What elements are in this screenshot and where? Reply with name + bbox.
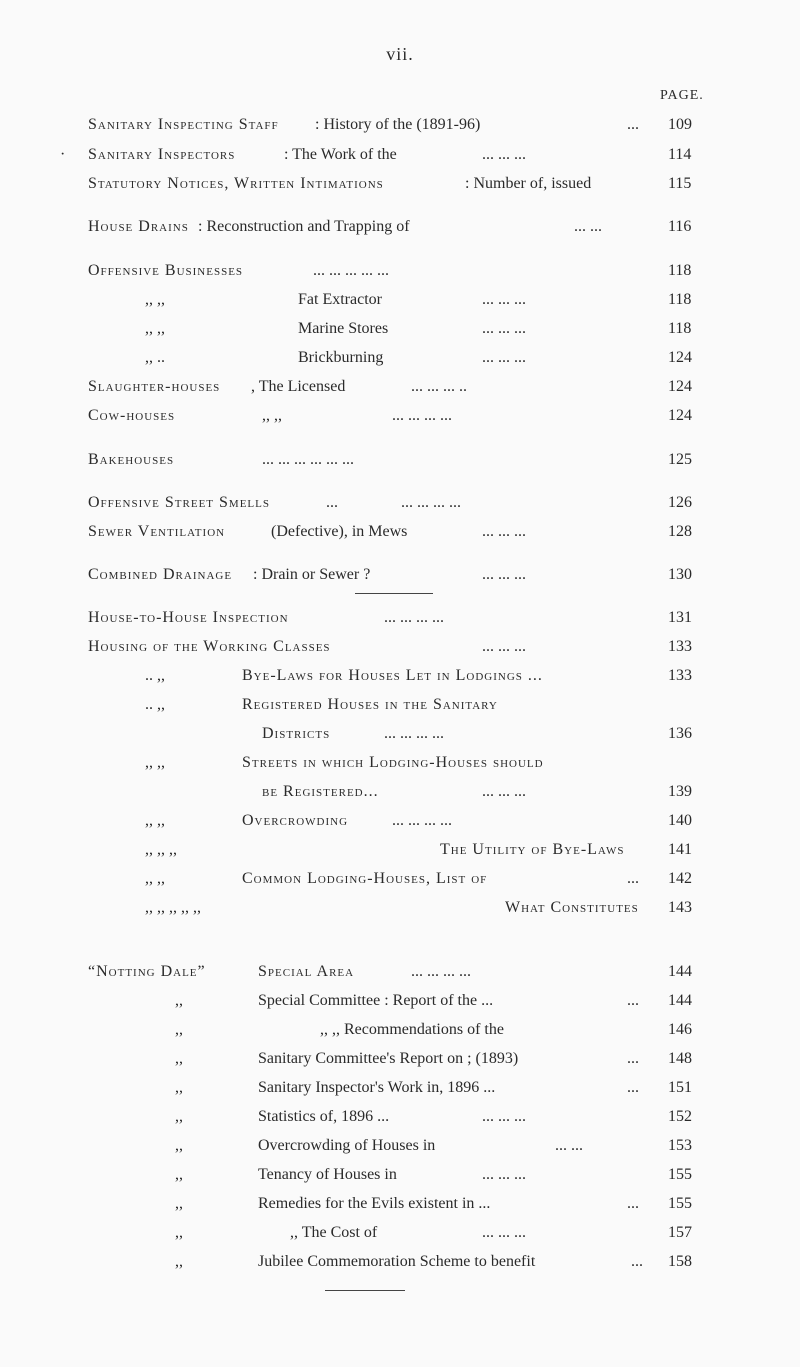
entry-title: Sanitary Inspecting Staff (88, 116, 279, 133)
entry-title: Combined Drainage (88, 566, 233, 583)
entry-page: 139 (668, 783, 692, 800)
entry-title: “Notting Dale” (88, 963, 206, 980)
entry-subtitle: ,, ,, Recommendations of the (320, 1021, 504, 1038)
entry-title: Common Lodging-Houses, List of (242, 870, 488, 887)
entry-prefix: ,, ,, (145, 870, 165, 887)
entry-leader: ... ... ... ... (401, 494, 461, 511)
entry-title: Streets in which Lodging-Houses should (242, 754, 544, 771)
entry-prefix: ,, ,, (145, 754, 165, 771)
entry-subtitle: Tenancy of Houses in (258, 1166, 397, 1183)
toc-entry (0, 1224, 800, 1248)
toc-entry (0, 291, 800, 315)
entry-title: Offensive Businesses (88, 262, 244, 279)
entry-leader: ... ... ... ... (384, 725, 444, 742)
entry-subtitle: Sanitary Committee's Report on ; (1893) (258, 1050, 519, 1067)
entry-subtitle: , The Licensed (251, 378, 346, 395)
page-number: vii. (386, 44, 414, 64)
entry-leader: ... (631, 1253, 643, 1270)
entry-page: 151 (668, 1079, 692, 1096)
entry-page: 133 (668, 638, 692, 655)
entry-leader: ... ... ... (482, 146, 526, 163)
entry-page: 152 (668, 1108, 692, 1125)
entry-title: Slaughter-houses (88, 378, 221, 395)
entry-leader: ... ... ... ... (384, 609, 444, 626)
entry-title: Districts (262, 725, 331, 742)
toc-entry (0, 566, 800, 590)
entry-page: 136 (668, 725, 692, 742)
entry-leader: ... (627, 116, 639, 133)
entry-prefix: ,, (175, 992, 183, 1009)
entry-page: 158 (668, 1253, 692, 1270)
entry-title: The Utility of Bye-Laws (440, 841, 625, 858)
entry-subtitle: : Drain or Sewer ? (253, 566, 371, 583)
entry-title: House Drains (88, 218, 189, 235)
entry-prefix: ,, .. (145, 349, 165, 366)
entry-subtitle: Special Area (258, 963, 355, 980)
entry-subtitle: ... (326, 494, 338, 511)
entry-leader: ... (627, 1195, 639, 1212)
entry-leader: ... ... (574, 218, 602, 235)
toc-entry (0, 754, 800, 778)
entry-title: House-to-House Inspection (88, 609, 289, 626)
entry-prefix: ,, ,, ,, ,, ,, (145, 899, 201, 916)
entry-prefix: ,, ,, ,, (145, 841, 177, 858)
entry-prefix: ,, ,, (145, 320, 165, 337)
toc-entry (0, 1050, 800, 1074)
entry-title: Overcrowding (242, 812, 349, 829)
entry-page: 115 (668, 175, 692, 192)
entry-leader: ... ... ... ... (411, 963, 471, 980)
entry-leader: ... ... ... (482, 1108, 526, 1125)
entry-page: 155 (668, 1166, 692, 1183)
entry-subtitle: Overcrowding of Houses in (258, 1137, 436, 1154)
toc-entry (0, 812, 800, 836)
entry-subtitle: Marine Stores (298, 320, 389, 337)
toc-entry (0, 1166, 800, 1190)
entry-page: 114 (668, 146, 692, 163)
toc-entry (0, 116, 800, 140)
entry-subtitle: ,, The Cost of (290, 1224, 378, 1241)
entry-prefix: ,, ,, (145, 291, 165, 308)
entry-page: 141 (668, 841, 692, 858)
entry-prefix: ,, (175, 1108, 183, 1125)
entry-page: 109 (668, 116, 692, 133)
toc-entry (0, 841, 800, 865)
entry-subtitle: Brickburning (298, 349, 384, 366)
toc-entry (0, 899, 800, 923)
entry-page: 126 (668, 494, 692, 511)
entry-leader: ... (627, 992, 639, 1009)
toc-entry (0, 963, 800, 987)
entry-prefix: ,, (175, 1224, 183, 1241)
entry-title: Registered Houses in the Sanitary (242, 696, 498, 713)
entry-leader: ... (627, 870, 639, 887)
entry-page: 124 (668, 407, 692, 424)
end-divider (325, 1290, 405, 1291)
page-column-label: PAGE. (660, 88, 704, 103)
entry-leader: ... ... ... (482, 1166, 526, 1183)
toc-entry (0, 783, 800, 807)
toc-entry (0, 146, 800, 170)
entry-title: Housing of the Working Classes (88, 638, 331, 655)
entry-page: 116 (668, 218, 692, 235)
entry-leader: ... ... ... (482, 638, 526, 655)
entry-page: 118 (668, 262, 692, 279)
entry-subtitle: Remedies for the Evils existent in ... (258, 1195, 491, 1212)
toc-entry (0, 262, 800, 286)
toc-entry (0, 175, 800, 199)
entry-subtitle: : The Work of the (284, 146, 397, 163)
entry-page: 140 (668, 812, 692, 829)
entry-subtitle: Jubilee Commemoration Scheme to benefit (258, 1253, 536, 1270)
entry-leader: ... (627, 1079, 639, 1096)
entry-prefix: · (60, 146, 66, 163)
entry-prefix: .. ,, (145, 696, 165, 713)
entry-page: 118 (668, 320, 692, 337)
toc-entry (0, 696, 800, 720)
entry-leader: ... ... ... (482, 320, 526, 337)
entry-leader: ... ... ... ... ... ... (262, 451, 354, 468)
entry-page: 118 (668, 291, 692, 308)
entry-prefix: ,, (175, 1195, 183, 1212)
toc-entry (0, 320, 800, 344)
entry-subtitle: : History of the (1891-96) (315, 116, 481, 133)
entry-leader: ... ... ... (482, 291, 526, 308)
entry-leader: ... ... ... (482, 523, 526, 540)
section-divider (355, 593, 433, 594)
toc-entry (0, 494, 800, 518)
toc-entry (0, 1021, 800, 1045)
toc-entry (0, 1195, 800, 1219)
entry-subtitle: ,, ,, (262, 407, 282, 424)
entry-title: Sanitary Inspectors (88, 146, 236, 163)
entry-page: 131 (668, 609, 692, 626)
entry-page: 157 (668, 1224, 692, 1241)
entry-leader: ... ... ... ... (392, 407, 452, 424)
entry-leader: ... ... (555, 1137, 583, 1154)
entry-subtitle: Fat Extractor (298, 291, 382, 308)
entry-title: Offensive Street Smells (88, 494, 270, 511)
entry-prefix: ,, (175, 1021, 183, 1038)
entry-page: 125 (668, 451, 692, 468)
entry-leader: ... ... ... (482, 566, 526, 583)
toc-entry (0, 1253, 800, 1277)
toc-entry (0, 1079, 800, 1103)
entry-title: Cow-houses (88, 407, 176, 424)
toc-entry (0, 523, 800, 547)
entry-leader: ... ... ... (482, 349, 526, 366)
toc-entry (0, 1108, 800, 1132)
entry-prefix: .. ,, (145, 667, 165, 684)
entry-leader: ... ... ... .. (411, 378, 467, 395)
entry-page: 124 (668, 378, 692, 395)
entry-leader: ... ... ... (482, 783, 526, 800)
entry-title: be Registered... (262, 783, 379, 800)
entry-subtitle: : Reconstruction and Trapping of (198, 218, 410, 235)
toc-entry (0, 349, 800, 373)
entry-title: Bye-Laws for Houses Let in Lodgings ... (242, 667, 543, 684)
toc-entry (0, 378, 800, 402)
entry-title: Statutory Notices, Written Intimations (88, 175, 384, 192)
entry-title: Bakehouses (88, 451, 175, 468)
entry-page: 124 (668, 349, 692, 366)
entry-title: Sewer Ventilation (88, 523, 226, 540)
toc-entry (0, 870, 800, 894)
toc-entry (0, 638, 800, 662)
toc-entry (0, 407, 800, 431)
toc-entry (0, 451, 800, 475)
entry-page: 146 (668, 1021, 692, 1038)
entry-leader: ... ... ... ... ... (313, 262, 389, 279)
toc-entry (0, 725, 800, 749)
entry-title: What Constitutes (505, 899, 639, 916)
entry-leader: ... ... ... ... (392, 812, 452, 829)
toc-entry (0, 992, 800, 1016)
entry-subtitle: : Number of, issued (465, 175, 592, 192)
entry-page: 142 (668, 870, 692, 887)
entry-page: 143 (668, 899, 692, 916)
entry-page: 144 (668, 963, 692, 980)
entry-subtitle: (Defective), in Mews (271, 523, 408, 540)
entry-page: 130 (668, 566, 692, 583)
entry-prefix: ,, (175, 1079, 183, 1096)
toc-entry (0, 609, 800, 633)
entry-prefix: ,, (175, 1253, 183, 1270)
toc-entry (0, 667, 800, 691)
entry-prefix: ,, ,, (145, 812, 165, 829)
entry-page: 144 (668, 992, 692, 1009)
entry-leader: ... ... ... (482, 1224, 526, 1241)
entry-subtitle: Special Committee : Report of the ... (258, 992, 494, 1009)
toc-entry (0, 1137, 800, 1161)
entry-page: 133 (668, 667, 692, 684)
entry-page: 148 (668, 1050, 692, 1067)
entry-subtitle: Sanitary Inspector's Work in, 1896 ... (258, 1079, 496, 1096)
entry-prefix: ,, (175, 1050, 183, 1067)
entry-page: 153 (668, 1137, 692, 1154)
entry-page: 155 (668, 1195, 692, 1212)
entry-prefix: ,, (175, 1137, 183, 1154)
entry-subtitle: Statistics of, 1896 ... (258, 1108, 390, 1125)
entry-leader: ... (627, 1050, 639, 1067)
entry-prefix: ,, (175, 1166, 183, 1183)
toc-entry (0, 218, 800, 242)
entry-page: 128 (668, 523, 692, 540)
